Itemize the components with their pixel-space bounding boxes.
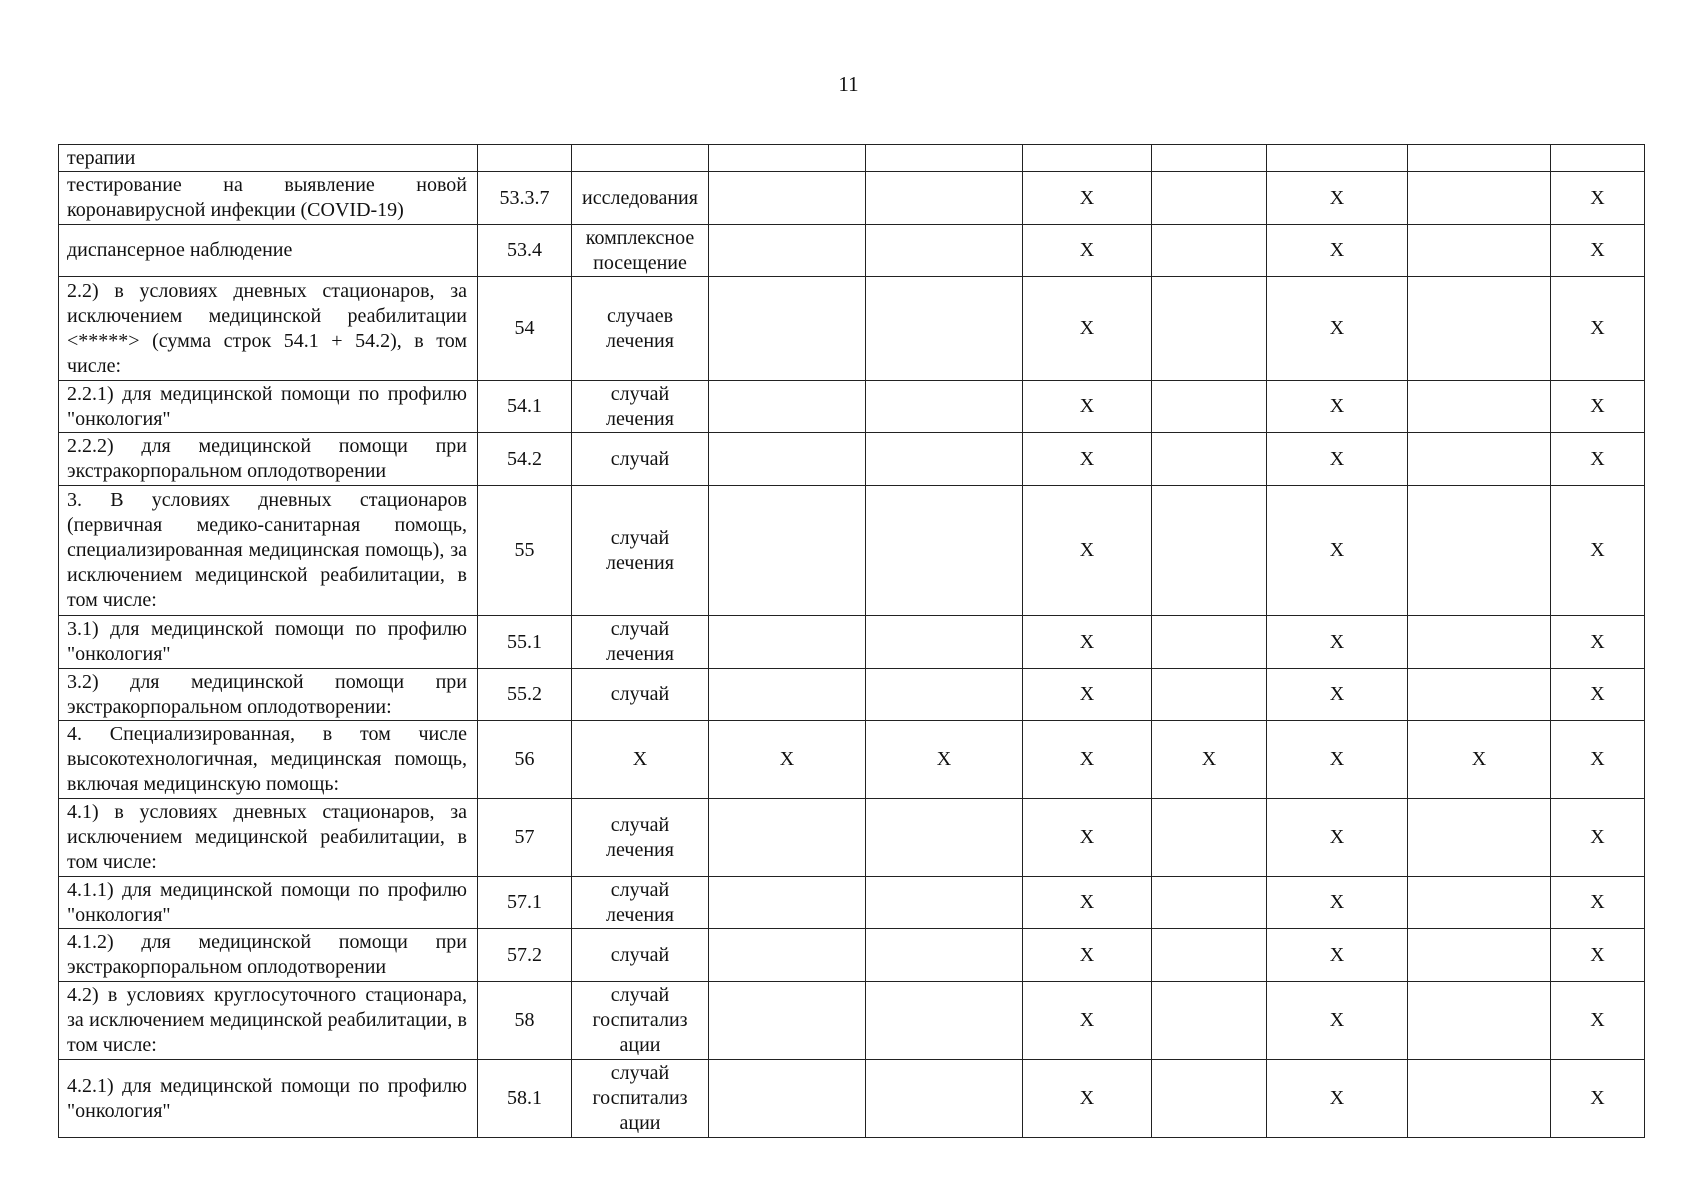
table-cell <box>1408 877 1551 929</box>
row-code: 55 <box>478 486 572 616</box>
row-name: 3.1) для медицинской помощи по профилю "онкология" <box>59 616 478 669</box>
table-cell <box>709 381 866 433</box>
table-cell <box>1551 145 1645 172</box>
table-cell <box>866 172 1023 225</box>
table-cell <box>709 225 866 277</box>
table-cell <box>866 145 1023 172</box>
row-code: 54.2 <box>478 433 572 486</box>
row-name: 4.2.1) для медицинской помощи по профилю "онкология" <box>59 1060 478 1138</box>
table-cell: X <box>1267 1060 1408 1138</box>
table-row <box>59 721 1645 799</box>
table-cell: X <box>1551 433 1645 486</box>
row-name: терапии <box>59 145 478 172</box>
row-name: 4.1) в условиях дневных стационаров, за исключением медицинской реабилитации, в том числе: <box>59 799 478 877</box>
table-cell <box>1408 172 1551 225</box>
table-cell: X <box>1551 799 1645 877</box>
table-cell <box>709 277 866 381</box>
table-cell: X <box>1267 616 1408 669</box>
table-cell: X <box>1023 669 1152 721</box>
table-cell: X <box>1023 381 1152 433</box>
table-row <box>59 277 1645 381</box>
table-cell <box>866 929 1023 982</box>
row-unit: комплексное посещение <box>572 225 709 277</box>
row-code: 58 <box>478 982 572 1060</box>
row-name: 4.1.2) для медицинской помощи при экстракорпоральном оплодотворении <box>59 929 478 982</box>
table-row <box>59 616 1645 669</box>
table-cell <box>1152 1060 1267 1138</box>
table-cell <box>709 877 866 929</box>
row-unit: случай <box>572 433 709 486</box>
table-row <box>59 877 1645 929</box>
row-unit: случай <box>572 669 709 721</box>
row-unit: случай лечения <box>572 799 709 877</box>
table-cell: X <box>1267 381 1408 433</box>
row-code: 54.1 <box>478 381 572 433</box>
table-cell <box>866 616 1023 669</box>
table-cell <box>1152 145 1267 172</box>
table-cell <box>1152 929 1267 982</box>
table-cell <box>1152 433 1267 486</box>
row-code: 58.1 <box>478 1060 572 1138</box>
table-cell <box>1152 172 1267 225</box>
row-unit: случай лечения <box>572 486 709 616</box>
row-name: 2.2.1) для медицинской помощи по профилю "онкология" <box>59 381 478 433</box>
table-cell <box>866 877 1023 929</box>
row-code: 54 <box>478 277 572 381</box>
table-cell <box>866 433 1023 486</box>
row-code <box>478 145 572 172</box>
table-cell: X <box>1267 799 1408 877</box>
table-cell: X <box>1023 486 1152 616</box>
table-cell: X <box>1551 877 1645 929</box>
row-code: 57.2 <box>478 929 572 982</box>
table-cell <box>709 982 866 1060</box>
row-code: 57.1 <box>478 877 572 929</box>
table-cell <box>709 799 866 877</box>
table-cell <box>709 486 866 616</box>
table-cell <box>1408 145 1551 172</box>
table-cell <box>1408 1060 1551 1138</box>
row-name: 4.2) в условиях круглосуточного стационара, за исключением медицинской реабилитации, в том числе: <box>59 982 478 1060</box>
row-unit: случай госпитализ ации <box>572 1060 709 1138</box>
table-cell <box>709 669 866 721</box>
table-cell: X <box>1267 721 1408 799</box>
row-unit: случай лечения <box>572 616 709 669</box>
table-cell: X <box>1551 1060 1645 1138</box>
table-cell <box>866 1060 1023 1138</box>
table-cell <box>866 982 1023 1060</box>
row-code: 55.2 <box>478 669 572 721</box>
table-cell <box>1408 799 1551 877</box>
table-cell <box>1152 225 1267 277</box>
page-number: 11 <box>838 72 859 96</box>
table-row <box>59 1060 1645 1138</box>
table-cell: X <box>1023 799 1152 877</box>
table-cell: X <box>1551 277 1645 381</box>
row-name: 2.2.2) для медицинской помощи при экстракорпоральном оплодотворении <box>59 433 478 486</box>
table-cell <box>1152 982 1267 1060</box>
table-cell: X <box>1267 982 1408 1060</box>
table-cell: X <box>1551 982 1645 1060</box>
table-row <box>59 433 1645 486</box>
table-cell: X <box>1267 277 1408 381</box>
table-cell: X <box>1551 486 1645 616</box>
row-unit: случаев лечения <box>572 277 709 381</box>
table-cell <box>1152 277 1267 381</box>
table-cell: X <box>1551 381 1645 433</box>
table-cell <box>1152 381 1267 433</box>
table-row <box>59 486 1645 616</box>
table-cell <box>1152 616 1267 669</box>
table-cell <box>1152 799 1267 877</box>
table-cell <box>709 616 866 669</box>
row-unit: случай лечения <box>572 877 709 929</box>
table-cell: X <box>1152 721 1267 799</box>
row-code: 56 <box>478 721 572 799</box>
table-cell <box>866 486 1023 616</box>
table-cell <box>709 1060 866 1138</box>
table-cell: X <box>1551 172 1645 225</box>
table-cell <box>1408 225 1551 277</box>
table-cell <box>866 381 1023 433</box>
row-unit: случай лечения <box>572 381 709 433</box>
table-cell: X <box>1023 172 1152 225</box>
row-name: 4.1.1) для медицинской помощи по профилю "онкология" <box>59 877 478 929</box>
table-cell: X <box>1551 669 1645 721</box>
table-cell: X <box>1551 721 1645 799</box>
table-cell <box>1408 929 1551 982</box>
table-row <box>59 381 1645 433</box>
table-cell: X <box>1267 486 1408 616</box>
row-name: тестирование на выявление новой коронавирусной инфекции (COVID-19) <box>59 172 478 225</box>
row-name: 2.2) в условиях дневных стационаров, за исключением медицинской реабилитации <*****> (сумма строк 54.1 + 54.2), в том числе: <box>59 277 478 381</box>
row-name: 3. В условиях дневных стационаров (первичная медико-санитарная помощь, специализированная медицинская помощь), за исключением медицинской реабилитации, в том числе: <box>59 486 478 616</box>
table-cell: X <box>1023 929 1152 982</box>
table-cell <box>1408 433 1551 486</box>
table-row <box>59 225 1645 277</box>
table-cell <box>709 433 866 486</box>
table-cell <box>709 145 866 172</box>
table-cell <box>866 225 1023 277</box>
table-cell <box>1408 277 1551 381</box>
table-cell: X <box>1023 433 1152 486</box>
table-cell <box>866 277 1023 381</box>
table-cell <box>1152 877 1267 929</box>
table-cell: X <box>1023 616 1152 669</box>
table-cell: X <box>709 721 866 799</box>
table-cell <box>1408 669 1551 721</box>
table-cell <box>1023 145 1152 172</box>
table-cell <box>709 172 866 225</box>
row-unit: случай госпитализ ации <box>572 982 709 1060</box>
table-row <box>59 172 1645 225</box>
table-cell: X <box>1023 277 1152 381</box>
table-cell <box>1152 669 1267 721</box>
row-unit: X <box>572 721 709 799</box>
row-code: 53.3.7 <box>478 172 572 225</box>
row-name: диспансерное наблюдение <box>59 225 478 277</box>
table-cell: X <box>1023 1060 1152 1138</box>
table-row <box>59 929 1645 982</box>
row-code: 53.4 <box>478 225 572 277</box>
table-cell: X <box>1267 877 1408 929</box>
table-cell: X <box>1267 929 1408 982</box>
row-name: 4. Специализированная, в том числе высокотехнологичная, медицинская помощь, включая медицинскую помощь: <box>59 721 478 799</box>
table-cell: X <box>1023 877 1152 929</box>
table-cell: X <box>1023 225 1152 277</box>
table-cell: X <box>1267 669 1408 721</box>
table-row <box>59 669 1645 721</box>
table-cell <box>1267 145 1408 172</box>
table-cell: X <box>1551 225 1645 277</box>
row-name: 3.2) для медицинской помощи при экстракорпоральном оплодотворении: <box>59 669 478 721</box>
table-cell <box>1152 486 1267 616</box>
row-unit <box>572 145 709 172</box>
table-cell: X <box>1023 721 1152 799</box>
table-cell <box>866 669 1023 721</box>
table-row <box>59 145 1645 172</box>
table-cell: X <box>1023 982 1152 1060</box>
table-cell: X <box>1267 172 1408 225</box>
table-cell <box>866 799 1023 877</box>
table-row <box>59 799 1645 877</box>
table-cell: X <box>1551 616 1645 669</box>
table-cell <box>1408 486 1551 616</box>
table-cell: X <box>866 721 1023 799</box>
row-code: 55.1 <box>478 616 572 669</box>
table-cell <box>709 929 866 982</box>
table-cell: X <box>1408 721 1551 799</box>
table-cell <box>1408 381 1551 433</box>
row-unit: случай <box>572 929 709 982</box>
table-cell <box>1408 616 1551 669</box>
data-table <box>58 144 1645 1138</box>
row-unit: исследования <box>572 172 709 225</box>
table-cell <box>1408 982 1551 1060</box>
row-code: 57 <box>478 799 572 877</box>
table-cell: X <box>1267 433 1408 486</box>
table-cell: X <box>1267 225 1408 277</box>
table-cell: X <box>1551 929 1645 982</box>
table-row <box>59 982 1645 1060</box>
